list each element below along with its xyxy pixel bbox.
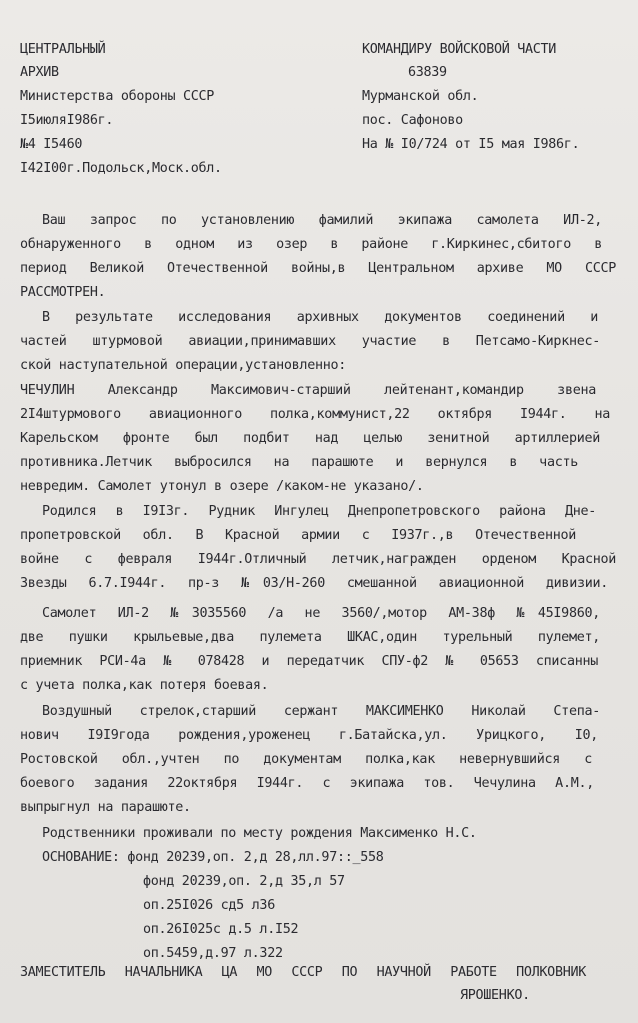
body-line: Ваш запрос по установлению фамилий экипажа самолета ИЛ-2, [42,213,602,228]
body-line: В результате исследования архивных документов соединений и [42,310,598,325]
basis-line: оп.26I025с д.5 л.I52 [143,922,299,937]
header-left-line: Министерства обороны СССР [20,89,215,104]
header-right-line: Мурманской обл. [362,89,479,104]
body-line: Ростовской обл.,учтен по документам полка,как невернувшийся с [20,752,592,767]
body-line: две пушки крыльевые,два пулемета ШКАС,один турельный пулемет, [20,630,600,645]
body-line: Родственники проживали по месту рождения Максименко Н.С. [42,826,477,841]
body-line: приемник РСИ-4а № 078428 и передатчик СПУ-ф2 № 05653 списанны [20,654,598,669]
header-right-line: КОМАНДИРУ ВОЙСКОВОЙ ЧАСТИ [362,42,557,57]
header-right-line: На № I0/724 от I5 мая I986г. [362,137,580,152]
body-line: боевого задания 22октября I944г. с экипажа тов. Чечулина А.М., [20,776,594,791]
signature-title: ЗАМЕСТИТЕЛЬ НАЧАЛЬНИКА ЦА МО СССР ПО НАУЧНОЙ РАБОТЕ ПОЛКОВНИК [20,965,586,980]
body-line: нович I9I9года рождения,уроженец г.Батайска,ул. Урицкого, I0, [20,728,598,743]
signature-name: ЯРОШЕНКО. [460,988,530,1003]
body-line: частей штурмовой авиации,принимавших участие в Петсамо-Киркнес- [20,334,600,349]
header-left-line: ЦЕНТРАЛЬНЫЙ [20,42,106,57]
body-line: Воздушный стрелок,старший сержант МАКСИМЕНКО Николай Степа- [42,704,600,719]
body-line: ЧЕЧУЛИН Александр Максимович-старший лейтенант,командир звена [20,383,596,398]
body-line: ской наступательной операции,установленно: [20,358,346,373]
header-left-line: I5июляI986г. [20,113,114,128]
body-line: Звезды 6.7.I944г. пр-з №03/Н-260 смешанной авиационной дивизии. [20,576,608,591]
body-line: РАССМОТРЕН. [20,285,106,300]
body-line: Карельском фронте был подбит над целью зенитной артиллерией [20,431,600,446]
body-line: период Великой Отечественной войны,в Центральном архиве МО СССР [20,261,616,276]
body-line: обнаруженного в одном из озер в районе г.Киркинес,сбитого в [20,237,602,252]
body-line: выпрыгнул на парашюте. [20,800,191,815]
basis-line: ОСНОВАНИЕ: фонд 20239,оп. 2,д 28,лл.97::_558 [42,850,384,865]
header-right-line: пос. Сафоново [362,113,463,128]
basis-line: оп.5459,д.97 л.322 [143,946,283,961]
basis-line: оп.25I026 сд5 л36 [143,898,275,913]
header-right-line: 63839 [408,65,447,80]
body-line: с учета полка,как потеря боевая. [20,678,269,693]
header-left-line: I42I00г.Подольск,Моск.обл. [20,161,222,176]
header-left-line: АРХИВ [20,65,59,80]
body-line: Самолет ИЛ-2 №3035560 /а не 3560/,мотор АМ-38ф №45I9860, [42,606,600,621]
body-line: пропетровской обл. В Красной армии с I937г.,в Отечественной [20,528,576,543]
header-left-line: №4 I5460 [20,137,83,152]
body-line: 2I4штурмового авиационного полка,коммунист,22 октября I944г. на [20,407,610,422]
body-line: невредим. Самолет утонул в озере /каком-не указано/. [20,479,424,494]
body-line: Родился в I9I3г. Рудник Ингулец Днепропетровского района Дне- [42,504,596,519]
body-line: войне с февраля I944г.Отличный летчик,награжден орденом Красной [20,552,616,567]
basis-line: фонд 20239,оп. 2,д 35,л 57 [143,874,345,889]
body-line: противника.Летчик выбросился на парашюте и вернулся в часть [20,455,578,470]
